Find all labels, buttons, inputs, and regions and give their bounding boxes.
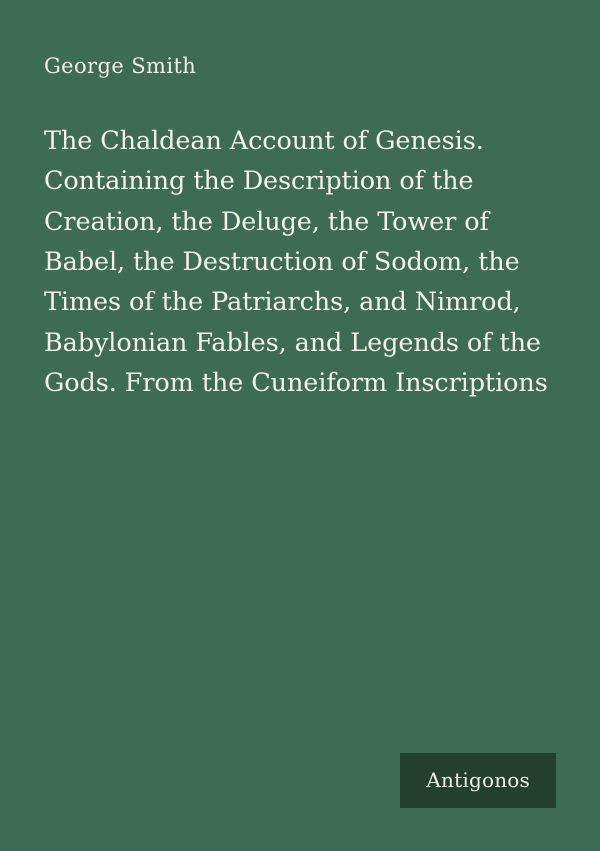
book-title: The Chaldean Account of Genesis. Containing the Description of the Creation, the Deluge, the Tower of Babel, the Destruction of Sodom, the Times of the Patriarchs, and Nimrod, Babylonian Fables, and Legends of the Gods. From the Cuneiform Inscriptions [44,126,548,398]
publisher-badge: Antigonos [400,753,556,808]
publisher-area [400,753,556,808]
author-name: George Smith [44,54,197,78]
